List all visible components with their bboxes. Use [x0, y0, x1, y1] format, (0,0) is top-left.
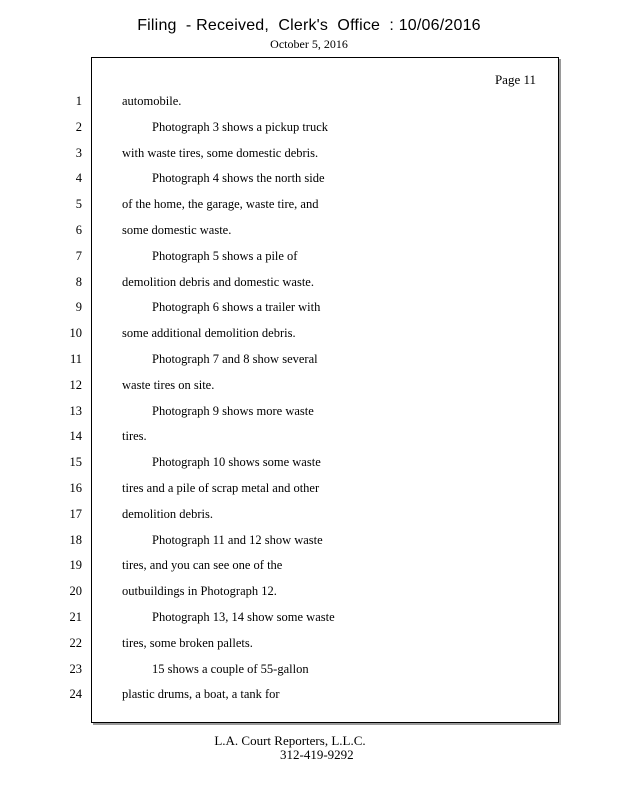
- line-number: 3: [75, 145, 82, 160]
- line-number: 20: [69, 584, 82, 599]
- line-text: Photograph 10 shows some waste: [152, 455, 321, 470]
- line-number: 12: [69, 377, 82, 392]
- document-date: October 5, 2016: [270, 37, 348, 51]
- line-number: 10: [69, 326, 82, 341]
- line-number: 19: [69, 558, 82, 573]
- line-text: plastic drums, a boat, a tank for: [122, 687, 280, 702]
- line-text: Photograph 7 and 8 show several: [152, 352, 318, 366]
- line-number: 11: [69, 352, 82, 366]
- line-number: 14: [69, 429, 82, 444]
- line-text: Photograph 6 shows a trailer with: [152, 300, 321, 315]
- line-text: Photograph 9 shows more waste: [152, 403, 314, 418]
- line-number: 1: [75, 94, 82, 108]
- line-text: some domestic waste.: [122, 223, 232, 237]
- line-text: Photograph 3 shows a pickup truck: [152, 119, 329, 134]
- line-text: tires, some broken pallets.: [122, 635, 253, 650]
- line-text: waste tires on site.: [122, 377, 215, 392]
- line-text: tires and a pile of scrap metal and other: [122, 481, 320, 495]
- line-text: outbuildings in Photograph 12.: [122, 584, 277, 599]
- line-text: Photograph 5 shows a pile of: [152, 248, 298, 263]
- line-number: 15: [69, 455, 82, 470]
- line-number: 4: [75, 171, 82, 186]
- line-number: 6: [75, 223, 82, 237]
- line-text: demolition debris.: [122, 506, 213, 521]
- line-number: 9: [75, 300, 82, 315]
- line-number: 13: [69, 403, 82, 418]
- line-number: 21: [69, 610, 82, 624]
- line-text: some additional demolition debris.: [122, 326, 296, 341]
- line-number: 17: [69, 506, 82, 521]
- filing-stamp: [0, 17, 618, 35]
- court-reporter-name: L.A. Court Reporters, L.L.C.: [214, 733, 366, 748]
- page-number: Page 11: [494, 72, 536, 87]
- line-number: 18: [69, 532, 82, 547]
- line-number: 5: [75, 197, 82, 212]
- line-text: automobile.: [122, 94, 182, 108]
- court-reporter-phone: 312-419-9292: [280, 747, 354, 762]
- line-number: 24: [69, 687, 82, 702]
- line-text: Photograph 11 and 12 show waste: [152, 532, 323, 547]
- line-text: 15 shows a couple of 55-gallon: [152, 661, 309, 676]
- line-text: Photograph 4 shows the north side: [152, 171, 325, 186]
- line-number: 2: [75, 119, 82, 134]
- line-number: 22: [69, 635, 82, 650]
- line-number: 8: [75, 274, 82, 289]
- line-text: tires, and you can see one of the: [122, 558, 283, 573]
- line-text: tires.: [122, 429, 147, 444]
- line-number: 7: [75, 248, 82, 263]
- line-text: of the home, the garage, waste tire, and: [122, 197, 319, 212]
- line-text: Photograph 13, 14 show some waste: [152, 610, 335, 624]
- filing-stamp-text: Filing - Received, Clerk's Office : 10/06/2016: [137, 17, 481, 34]
- line-number: 16: [69, 481, 82, 495]
- line-text: demolition debris and domestic waste.: [122, 274, 314, 289]
- line-number: 23: [69, 661, 82, 676]
- line-text: with waste tires, some domestic debris.: [122, 145, 319, 160]
